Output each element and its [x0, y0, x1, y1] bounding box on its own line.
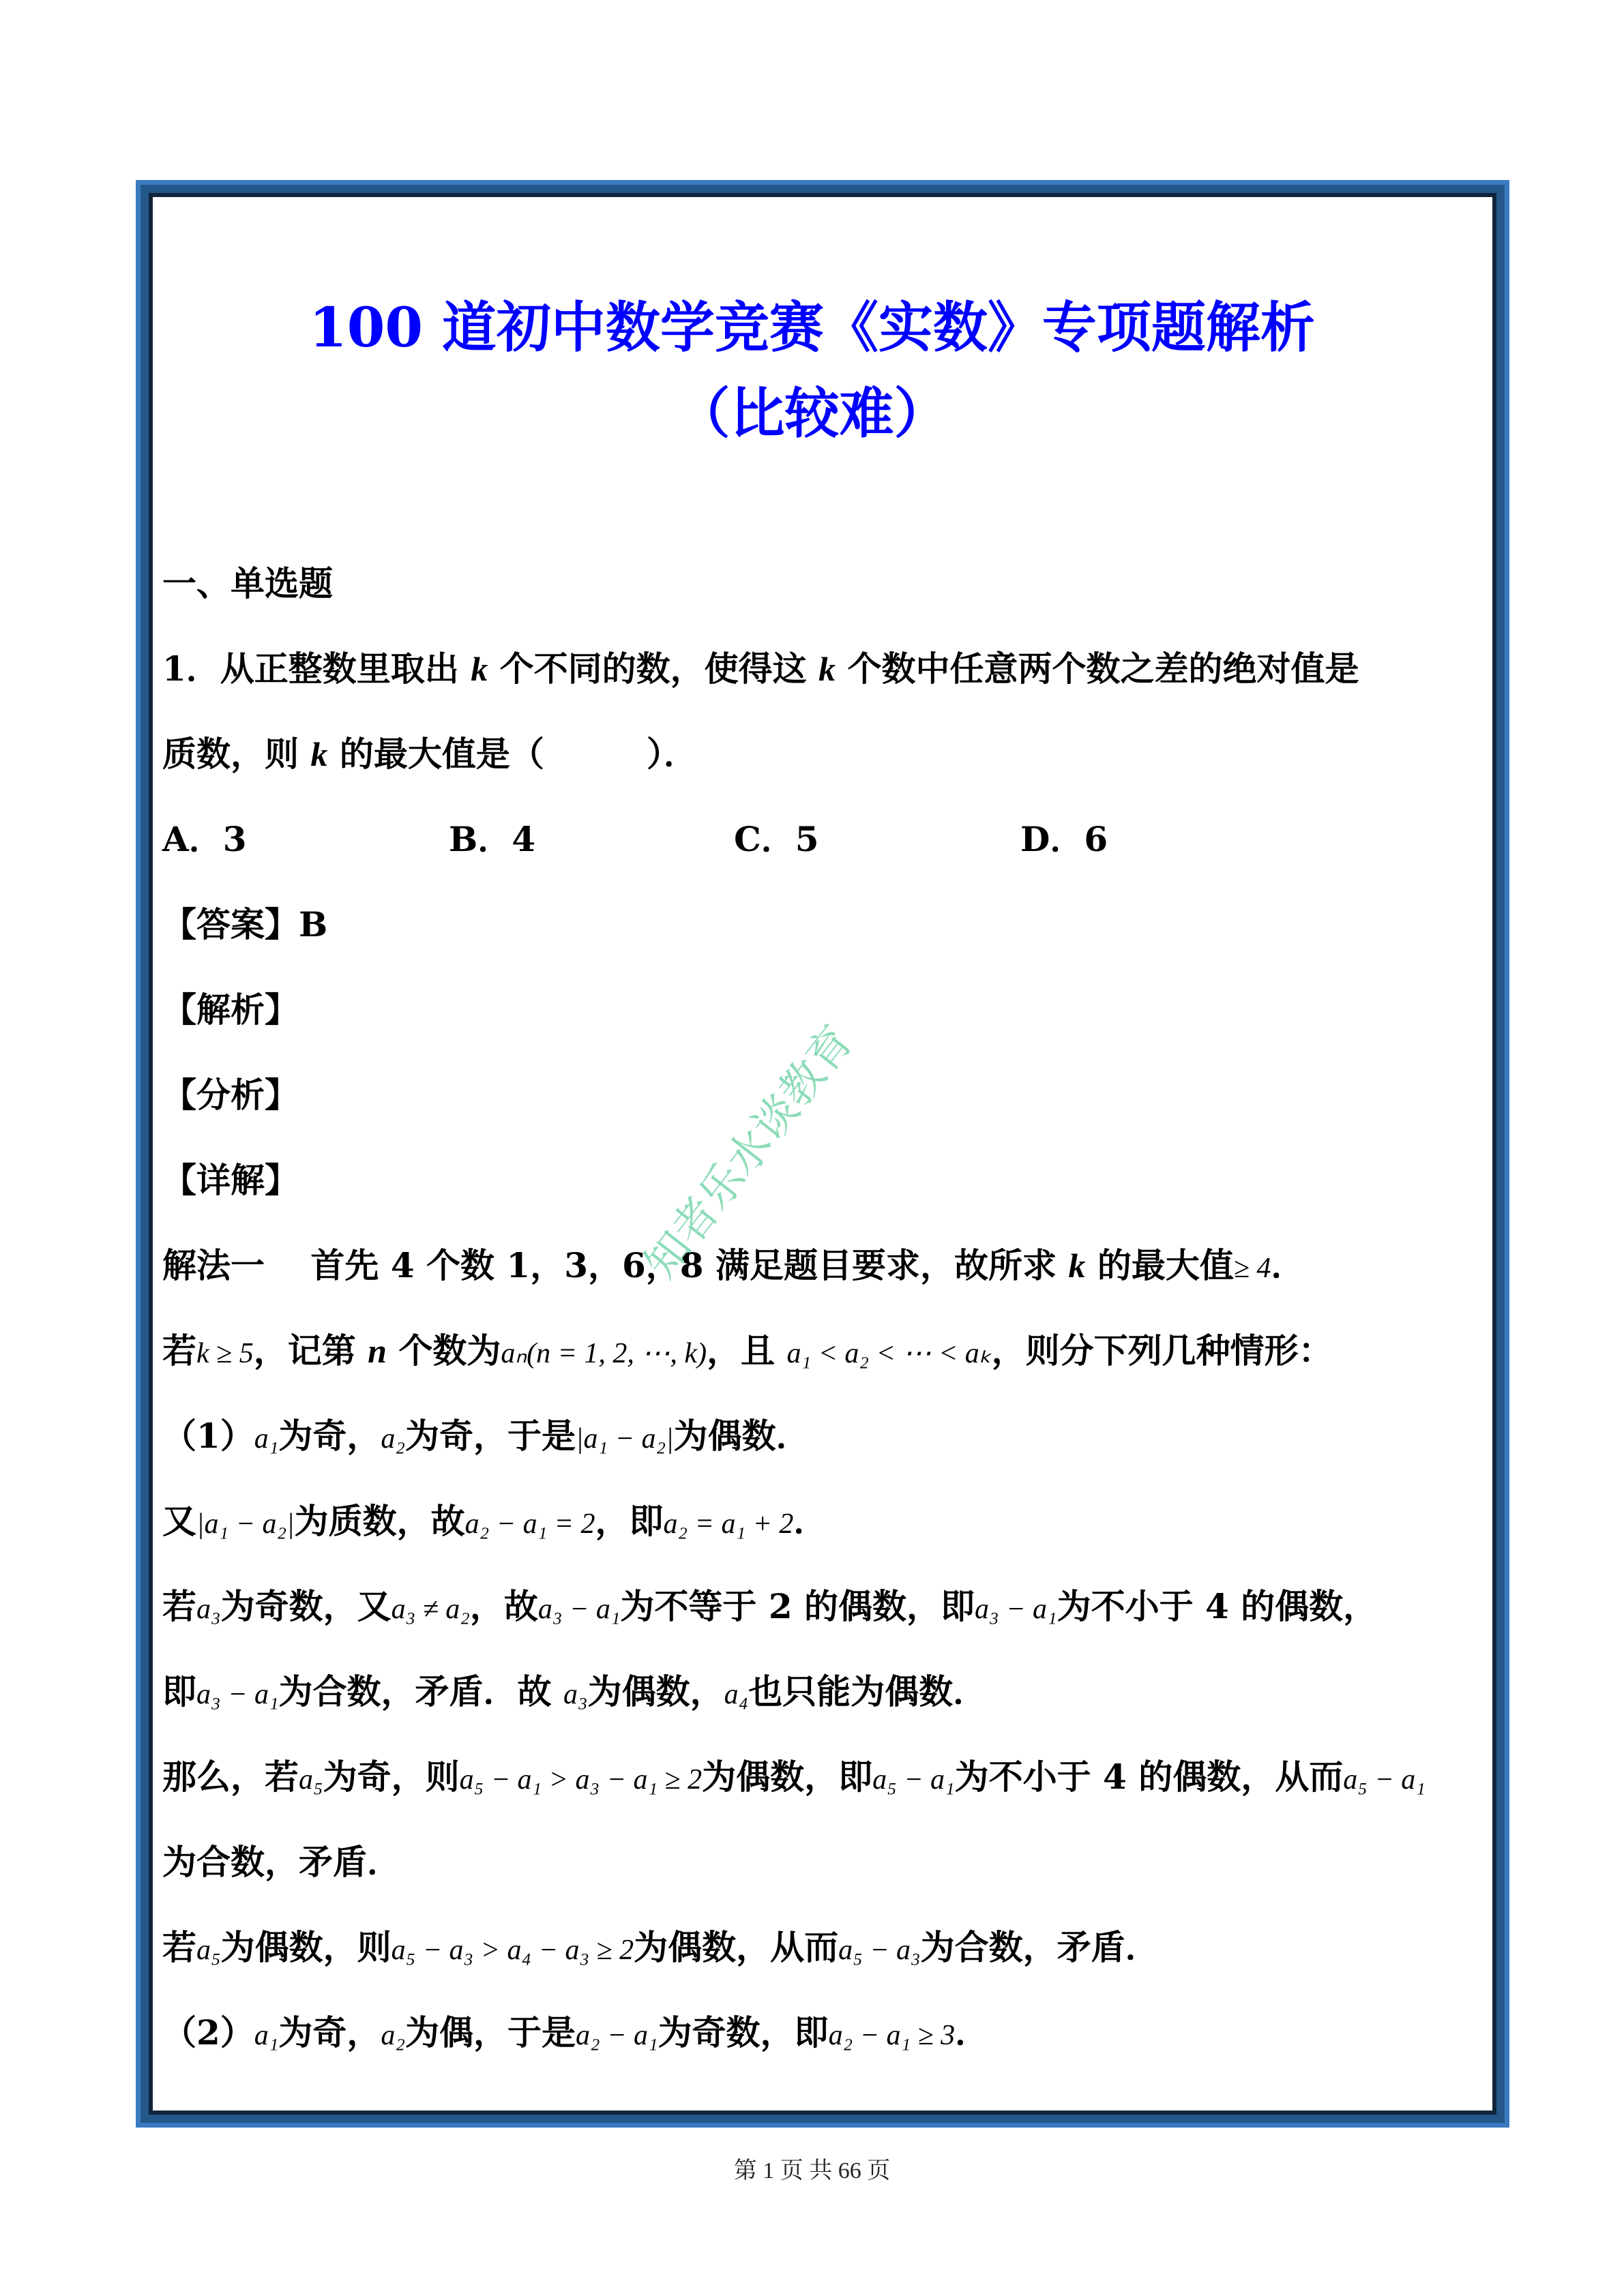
- math-expression: |a₁ − a₂|: [196, 1508, 295, 1540]
- text-segment: 的最大值: [1085, 1245, 1234, 1285]
- label-detail: 【详解】: [162, 1160, 299, 1200]
- text-segment: 若: [162, 1927, 196, 1967]
- math-expression: a₃ − a₁: [537, 1594, 621, 1625]
- document-title: 100 道初中数学竞赛《实数》专项题解析: [309, 295, 1315, 359]
- math-expression: a₅ − a₃ > a₄ − a₃ ≥ 2: [391, 1935, 634, 1966]
- solution-line: [162, 1649, 1492, 1734]
- solution-line: [162, 1734, 1492, 1819]
- text-segment: 为奇，则: [323, 1757, 460, 1797]
- text-segment: 若: [162, 1586, 196, 1626]
- math-expression: ≥ 4: [1233, 1253, 1271, 1284]
- text-segment: （2）: [162, 2012, 254, 2053]
- math-expression: a₃ ≠ a₂: [391, 1594, 470, 1625]
- text-segment: 那么，若: [162, 1757, 299, 1797]
- text-segment: ，且: [707, 1330, 787, 1371]
- text-segment: 为奇，于是: [405, 1416, 576, 1456]
- label-fenxi: 【分析】: [162, 1075, 299, 1115]
- math-expression: a₃: [196, 1594, 221, 1625]
- math-expression: a₂: [381, 2020, 406, 2051]
- choices: [162, 796, 1492, 882]
- math-expression: a₂: [381, 1423, 406, 1455]
- choice-b: B．4: [449, 819, 536, 859]
- text-segment: ，即: [595, 1501, 664, 1541]
- text-segment: 为奇数，即: [658, 2012, 829, 2053]
- text-segment: 个不同的数，使得这: [488, 648, 819, 689]
- solution-line: [162, 1308, 1492, 1393]
- math-expression: a₂ − a₁ ≥ 3: [828, 2020, 956, 2051]
- solution-line: [162, 1990, 1492, 2075]
- text-segment: 为偶数，则: [220, 1927, 392, 1967]
- math-expression: a₁ < a₂ < ⋯ < aₖ: [786, 1338, 992, 1369]
- text-segment: 个数中任意两个数之差的绝对值是: [836, 648, 1359, 689]
- math-expression: a₁: [254, 2020, 279, 2051]
- math-expression: a₅ − a₁: [872, 1764, 955, 1795]
- text-segment: ．: [793, 1501, 828, 1541]
- text-segment: ．: [955, 2012, 990, 2053]
- math-variable: k: [310, 735, 328, 773]
- math-expression: k ≥ 5: [196, 1338, 254, 1369]
- text-segment: 质数，则: [162, 734, 311, 774]
- page-footer: 第 1 页 共 66 页: [733, 2158, 891, 2183]
- text-segment: 为不小于 4 的偶数，从而: [954, 1757, 1344, 1797]
- math-variable: k: [818, 650, 836, 688]
- text-segment: 为质数，故: [294, 1501, 465, 1541]
- text-segment: 为奇，: [278, 2012, 381, 2053]
- solution-line: [162, 1223, 1492, 1308]
- text-segment: ．: [1271, 1245, 1305, 1285]
- text-segment: ，记第: [253, 1330, 368, 1371]
- question-text: [162, 626, 1492, 796]
- text-segment: 解法一 首先 4 个数 1，3，6，8 满足题目要求，故所求: [162, 1245, 1069, 1285]
- text-segment: ，则分下列几种情形：: [991, 1330, 1333, 1371]
- text-segment: 为偶数，: [587, 1671, 724, 1712]
- text-segment: ，故: [469, 1586, 538, 1626]
- choice-a: A．3: [162, 819, 247, 859]
- math-variable: k: [1068, 1247, 1086, 1285]
- text-segment: 为合数，矛盾．: [162, 1842, 401, 1882]
- text-segment: 为偶数，从而: [634, 1927, 839, 1967]
- solution-line: [162, 1393, 1492, 1478]
- text-segment: 为合数，矛盾．: [920, 1927, 1160, 1967]
- math-expression: a₃ − a₁: [196, 1679, 279, 1710]
- answer: 【答案】B: [162, 904, 328, 944]
- question-line: [162, 626, 1492, 711]
- math-expression: a₅ − a₁ > a₃ − a₁ ≥ 2: [459, 1764, 703, 1795]
- text-segment: 即: [162, 1671, 196, 1712]
- question-line: [162, 711, 1492, 796]
- text-segment: （1）: [162, 1416, 254, 1456]
- math-expression: aₙ(n = 1, 2, ⋯, k): [501, 1338, 707, 1369]
- math-expression: a₃: [563, 1679, 588, 1710]
- text-segment: 为不等于 2 的偶数，即: [620, 1586, 975, 1626]
- math-expression: a₅ − a₃: [838, 1935, 921, 1966]
- math-expression: a₄: [724, 1679, 749, 1710]
- text-segment: 为偶数，即: [702, 1757, 873, 1797]
- text-segment: 为偶，于是: [405, 2012, 576, 2053]
- solution-line: [162, 1905, 1492, 1990]
- math-variable: k: [471, 650, 488, 688]
- math-expression: a₅: [196, 1935, 221, 1966]
- solution-line: [162, 1819, 1492, 1905]
- math-expression: a₂ − a₁ = 2: [464, 1508, 595, 1540]
- math-expression: a₅ − a₁: [1343, 1764, 1426, 1795]
- document-subtitle: （比较难）: [675, 381, 949, 445]
- math-expression: a₁: [254, 1423, 279, 1455]
- solution-text: [162, 1223, 1492, 2075]
- text-segment: 为偶数．: [673, 1416, 810, 1456]
- math-expression: a₂ = a₁ + 2: [663, 1508, 794, 1540]
- solution-line: [162, 1478, 1492, 1564]
- choice-c: C．5: [734, 819, 819, 859]
- text-segment: 为合数，矛盾．故: [278, 1671, 563, 1712]
- text-segment: 又: [162, 1501, 196, 1541]
- watermark: 知者乐水谈教育: [635, 1016, 863, 1288]
- text-segment: 为奇，: [278, 1416, 381, 1456]
- math-variable: n: [368, 1332, 387, 1370]
- solution-line: [162, 1564, 1492, 1649]
- label-analysis: 【解析】: [162, 989, 299, 1030]
- text-segment: 个数为: [386, 1330, 501, 1371]
- text-segment: 1．从正整数里取出: [162, 648, 471, 689]
- document-body: [162, 541, 1492, 2075]
- math-expression: |a₁ − a₂|: [576, 1423, 674, 1455]
- text-segment: 也只能为偶数．: [748, 1671, 988, 1712]
- choice-d: D．6: [1020, 819, 1108, 859]
- section-heading: 一、单选题: [162, 563, 333, 603]
- text-segment: 的最大值是（ ）．: [327, 734, 698, 774]
- math-expression: a₃ − a₁: [975, 1594, 1057, 1625]
- text-segment: 为不小于 4 的偶数，: [1057, 1586, 1378, 1626]
- text-segment: 为奇数，又: [220, 1586, 392, 1626]
- math-expression: a₂ − a₁: [576, 2020, 658, 2051]
- math-expression: a₅: [299, 1764, 323, 1795]
- text-segment: 若: [162, 1330, 196, 1371]
